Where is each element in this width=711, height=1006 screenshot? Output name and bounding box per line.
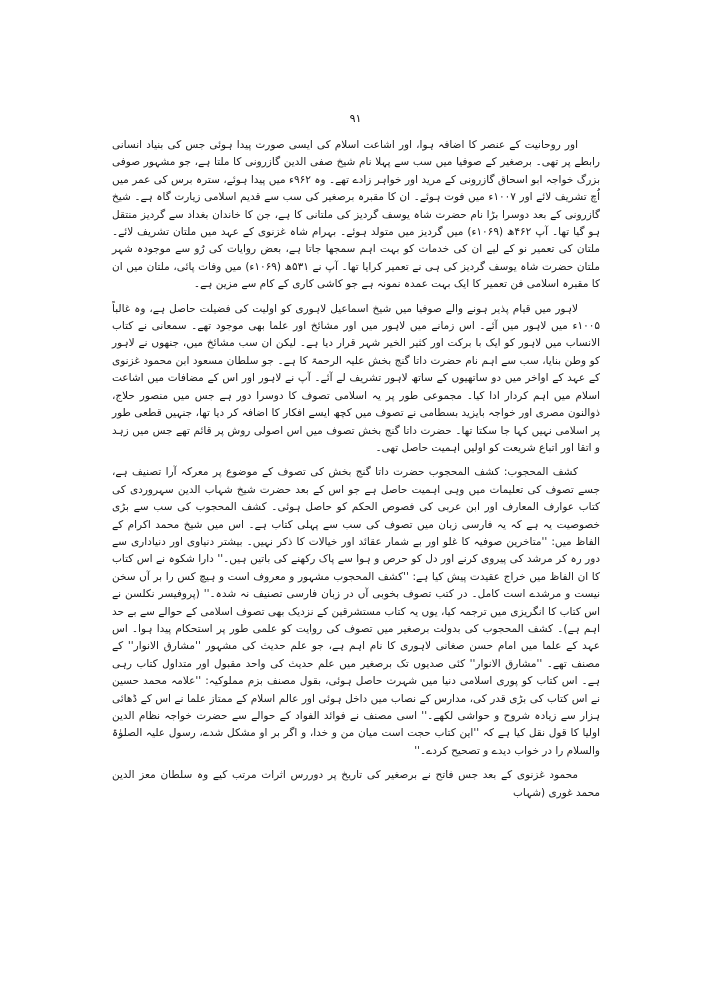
page-number: ۹۱ (349, 112, 362, 125)
page-body (112, 137, 600, 802)
paragraph-2: لاہور میں قیام پذیر ہونے والے صوفیا میں شیخ اسماعیل لاہوری کو اولیت کی فضیلت حاصل ہے، وہ غالباً ۱۰۰۵ء میں لاہور میں آئے۔ اس زمانے میں لاہور میں اور مشائخ اور علما بھی موجود تھے۔ سمعانی نے کتاب الانساب میں لاہور کو ایک با برکت اور کثیر الخیر شہر قرار دیا ہے۔ لیکن ان سب مشائخ میں، جنھوں نے لاہور کو وطن بنایا، سب سے اہم نام حضرت داتا گنج بخش علیہ الرحمۃ کا ہے۔ جو سلطان مسعود ابن محمود غزنوی کے عہد کے اواخر میں دو ساتھیوں کے ساتھ لاہور تشریف لے آئے۔ آپ نے لاہور اور اس کے مضافات میں اشاعت اسلام میں اہم کردار ادا کیا۔ مجموعی طور پر یہ اسلامی تصوف کا دوسرا دور ہے جس میں منصور حلاج، ذوالنون مصری اور خواجہ بایزید بسطامی نے تصوف میں کچھ ایسے افکار کا اضافہ کر دیا تھا، جنہیں قطعی طور پر اسلامی نہیں کہا جا سکتا تھا۔ حضرت داتا گنج بخش تصوف میں اس اصولی روش پر قائم تھے جس میں زہد و اتقا اور اتباع شریعت کو اولیں اہمیت حاصل تھی۔ (112, 302, 600, 454)
paragraph-1: اور روحانیت کے عنصر کا اضافہ ہوا، اور اشاعت اسلام کی ایسی صورت پیدا ہوئی جس کی بنیاد انسانی رابطے پر تھی۔ برصغیر کے صوفیا میں سب سے پہلا نام شیخ صفی الدین گازرونی کا ملتا ہے، جو مشہور صوفی بزرگ خواجہ ابو اسحاق گازرونی کے مرید اور خواہر زادے تھے۔ وہ ۹۶۲ء میں پیدا ہوئے، سترہ برس کی عمر میں اُچ تشریف لائے اور ۱۰۰۷ء میں فوت ہوئے۔ ان کا مقبرہ برصغیر کی سب سے قدیم اسلامی زیارت گاہ ہے۔ شیخ گازرونی کے بعد دوسرا بڑا نام حضرت شاہ یوسف گردیز کی ملتانی کا ہے، جن کا خاندان بغداد سے گردیز منتقل ہو گیا تھا۔ آپ ۴۶۲ھ (۱۰۶۹ء) میں گردیز میں متولد ہوئے۔ بہرام شاہ غزنوی کے عہد میں ملتان تشریف لائے۔ ملتان کی تعمیر نو کے لیے ان کی خدمات کو بہت اہم سمجھا جاتا ہے، بعض روایات کی رُو سے موجودہ شہر ملتان حضرت شاہ یوسف گردیز کی ہی نے تعمیر کرایا تھا۔ آپ نے ۵۳۱ھ (۱۰۶۹ء) میں وفات پائی، ملتان میں ان کا مقبرہ اسلامی فن تعمیر کا ایک بہت عمدہ نمونہ ہے جو کاشی کاری کے کام سے مزین ہے۔ (112, 139, 601, 291)
paragraph-3: کشف المحجوب: کشف المحجوب حضرت داتا گنج بخش کی تصوف کے موضوع پر معرکہ آرا تصنیف ہے، جسے تصوف کی تعلیمات میں وہی اہمیت حاصل ہے جو اس کے بعد حضرت شیخ شہاب الدین سہروردی کی کتاب عوارف المعارف اور ابن عربی کی فصوص الحکم کو حاصل ہوئی۔ کشف المحجوب کی سب سے بڑی خصوصیت یہ ہے کہ یہ فارسی زبان میں تصوف کی سب سے پہلی کتاب ہے۔ اس میں شیخ محمد اکرام کے الفاظ میں: ''متاخرین صوفیہ کا غلو اور بے شمار عقائد اور خیالات کا ذکر نہیں۔ بیشتر دنیاوی اور دنیاداری سے دور رہ کر مرشد کی پیروی کرنے اور دل کو حرص و ہوا سے پاک رکھنے کی باتیں ہیں۔'' دارا شکوہ نے اس کتاب کا ان الفاظ میں خراج عقیدت پیش کیا ہے: ''کشف المحجوب مشہور و معروف است و ہیچ کس را بر آں سخن نیست و مرشدے است کامل۔ در کتب تصوف بخوبی آں در زبان فارسی تصنیف نہ شدہ۔'' (پروفیسر نکلسن نے اس کتاب کا انگریزی میں ترجمہ کیا، یوں یہ کتاب مستشرقین کے نزدیک بھی تصوف اسلامی کے حوالے سے بے حد اہم ہے)۔ کشف المحجوب کی بدولت برصغیر میں تصوف کی روایت کو علمی طور پر استحکام پیدا ہوا۔ اس عہد کے علما میں امام حسن صغانی لاہوری کا نام اہم ہے، جو علم حدیث کی مشہور ''مشارق الانوار'' کے مصنف تھے۔ ''مشارق الانوار'' کئی صدیوں تک برصغیر میں علم حدیث کی واحد مقبول اور متداول کتاب رہی ہے۔ اس کتاب کو پوری اسلامی دنیا میں شہرت حاصل ہوئی، بقول مصنف بزم مملوکیہ: ''علامہ محمد حسین نے اس کتاب کی بڑی قدر کی، مدارس کے نصاب میں داخل ہوئی اور عالم اسلام کے ممتاز علما نے اس کے ڈھائی ہزار سے زیادہ شروح و حواشی لکھے۔'' اسی مصنف نے فوائد الفواد کے حوالے سے حضرت خواجہ نظام الدین اولیا کا قول نقل کیا ہے کہ ''این کتاب حجت است میان من و خدا، و اگر بر او مشکل شدے، رسول علیہ الصلوٰۃ والسلام را در خواب دیدے و تصحیح کردے۔'' (112, 466, 600, 757)
paragraph-4: محمود غزنوی کے بعد جس فاتح نے برصغیر کی تاریخ پر دوررس اثرات مرتب کیے وہ سلطان معز الدین محمد غوری (شہاب (112, 769, 600, 799)
